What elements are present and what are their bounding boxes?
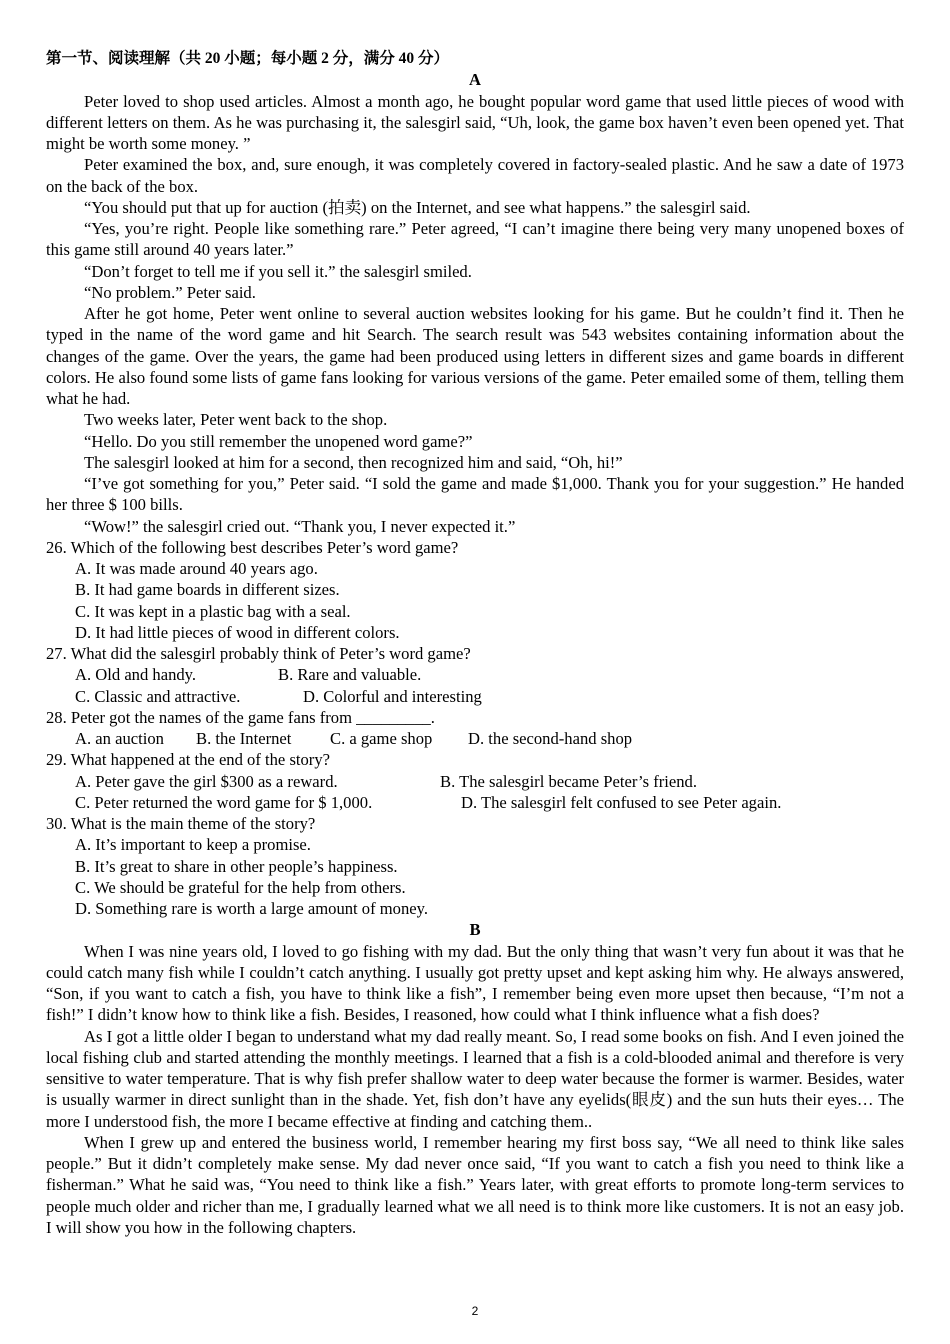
passage-b-paragraph: As I got a little older I began to understand what my dad really meant. So, I read some books on fish. And I even joined the local fishing club and started attending the monthly meetings. I learned that a fish is a cold-blooded animal and therefore is very sensitive to water temperature. That is why fish prefer shallow water to deep water because the former is warmer. Besides, water is usually warmer in direct sunlight than in the shade. Yet, fish don’t have any eyelids(眼皮) and the sun huts their eyes… The more I understood fish, the more I became effective at finding and catching them..	[46, 1026, 904, 1131]
question-26-option-c: C. It was kept in a plastic bag with a seal.	[75, 601, 351, 621]
question-27-options-row	[75, 686, 904, 707]
question-27-option-b: B. Rare and valuable.	[278, 665, 422, 685]
passage-a-paragraph: Two weeks later, Peter went back to the shop.	[84, 410, 388, 430]
passage-a-paragraph: “Yes, you’re right. People like something rare.” Peter agreed, “I can’t imagine there being very many unopened boxes of this game still around 40 years later.”	[46, 219, 904, 260]
passage-a-paragraph: “Wow!” the salesgirl cried out. “Thank you, I never expected it.”	[84, 516, 516, 536]
question-27-options-row	[75, 664, 904, 685]
passage-a-paragraph: “No problem.” Peter said.	[84, 282, 256, 302]
question-29-options-row	[75, 771, 904, 792]
question-27-stem: 27. What did the salesgirl probably think of Peter’s word game?	[46, 644, 471, 663]
question-29-stem: 29. What happened at the end of the story?	[46, 750, 330, 770]
exam-page	[46, 48, 904, 1238]
passage-a-paragraph: Peter examined the box, and, sure enough, it was completely covered in factory-sealed plastic. And he saw a date of 1973 on the back of the box.	[46, 155, 904, 196]
question-28-options-row	[75, 728, 904, 749]
question-29-option-b: B. The salesgirl became Peter’s friend.	[440, 771, 697, 791]
question-29-option-d: D. The salesgirl felt confused to see Peter again.	[461, 792, 782, 812]
passage-a-title: A	[469, 70, 481, 90]
passage-b-paragraph: When I was nine years old, I loved to go fishing with my dad. But the only thing that wasn’t very fun about it was that he could catch many fish while I couldn’t catch anything. I usually got pretty upset and kept asking him why. He always answered, “Son, if you want to catch a fish, you have to think like a fish”, I remember being even more upset then because, “I’m not a fish!” I didn’t know how to think like a fish. Besides, I reasoned, how could what I think influence what a fish does?	[46, 941, 904, 1025]
question-30-option-c: C. We should be grateful for the help from others.	[75, 877, 406, 897]
question-26-option-b: B. It had game boards in different sizes.	[75, 580, 340, 600]
question-28-option-c: C. a game shop	[330, 729, 433, 748]
passage-a-paragraph: “Don’t forget to tell me if you sell it.” the salesgirl smiled.	[84, 261, 472, 281]
passage-a-paragraph: “I’ve got something for you,” Peter said. “I sold the game and made $1,000. Thank you for your suggestion.” He handed her three $ 100 bills.	[46, 474, 904, 515]
question-26-stem: 26. Which of the following best describes Peter’s word game?	[46, 537, 459, 557]
question-30-option-a: A. It’s important to keep a promise.	[75, 835, 311, 855]
passage-a-paragraph: The salesgirl looked at him for a second, then recognized him and said, “Oh, hi!”	[84, 452, 623, 472]
question-28-stem: 28. Peter got the names of the game fans from _________.	[46, 707, 435, 727]
passage-b-paragraph: When I grew up and entered the business world, I remember hearing my first boss say, “We all need to think like sales people.” But it didn’t completely make sense. My dad never once said, “If you want to catch a fish you need to think like a fisherman.” What he said was, “You need to think like a fish.” Years later, with great efforts to promote long-term services to people much older and richer than me, I gradually learned what we all need is to think more like customers. It is not an easy job. I will show you how in the following chapters.	[46, 1132, 904, 1237]
question-28-option-b: B. the Internet	[196, 729, 292, 748]
question-27-option-d: D. Colorful and interesting	[303, 686, 482, 706]
question-29-options-row	[75, 792, 904, 813]
question-28-option-d: D. the second-hand shop	[468, 729, 633, 748]
passage-a-paragraph: Peter loved to shop used articles. Almost a month ago, he bought popular word game that used little pieces of wood with different letters on them. As he was purchasing it, the salesgirl said, “Uh, look, the game box haven’t even been opened yet. That might be worth some money. ”	[46, 91, 904, 153]
question-29-option-c: C. Peter returned the word game for $ 1,000.	[75, 792, 373, 812]
passage-a-paragraph: “Hello. Do you still remember the unopened word game?”	[84, 431, 473, 451]
question-30-option-d: D. Something rare is worth a large amount of money.	[75, 899, 428, 918]
question-26-option-d: D. It had little pieces of wood in different colors.	[75, 622, 400, 642]
passage-a-paragraph: After he got home, Peter went online to several auction websites looking for his game. But he couldn’t find it. Then he typed in the name of the word game and hit Search. The search result was 543 websites containing information about the changes of the game. Over the years, the game had been produced using letters in different sizes and game boards in different colors. He also found some lists of game fans looking for various versions of the game. Peter emailed some of them, telling them what he had.	[46, 304, 904, 408]
question-29-option-a: A. Peter gave the girl $300 as a reward.	[75, 771, 338, 791]
passage-a-paragraph: “You should put that up for auction (拍卖) on the Internet, and see what happens.” the salesgirl said.	[84, 197, 751, 217]
question-26-option-a: A. It was made around 40 years ago.	[75, 559, 318, 578]
question-27-option-a: A. Old and handy.	[75, 665, 197, 685]
question-27-option-c: C. Classic and attractive.	[75, 686, 241, 706]
passage-b-title: B	[469, 920, 481, 940]
question-30-stem: 30. What is the main theme of the story?	[46, 814, 316, 833]
page-number: 2	[471, 1304, 479, 1318]
question-30-option-b: B. It’s great to share in other people’s happiness.	[75, 856, 398, 876]
section-header: 第一节、阅读理解（共 20 小题；每小题 2 分，满分 40 分）	[46, 50, 450, 67]
question-28-option-a: A. an auction	[75, 729, 164, 748]
